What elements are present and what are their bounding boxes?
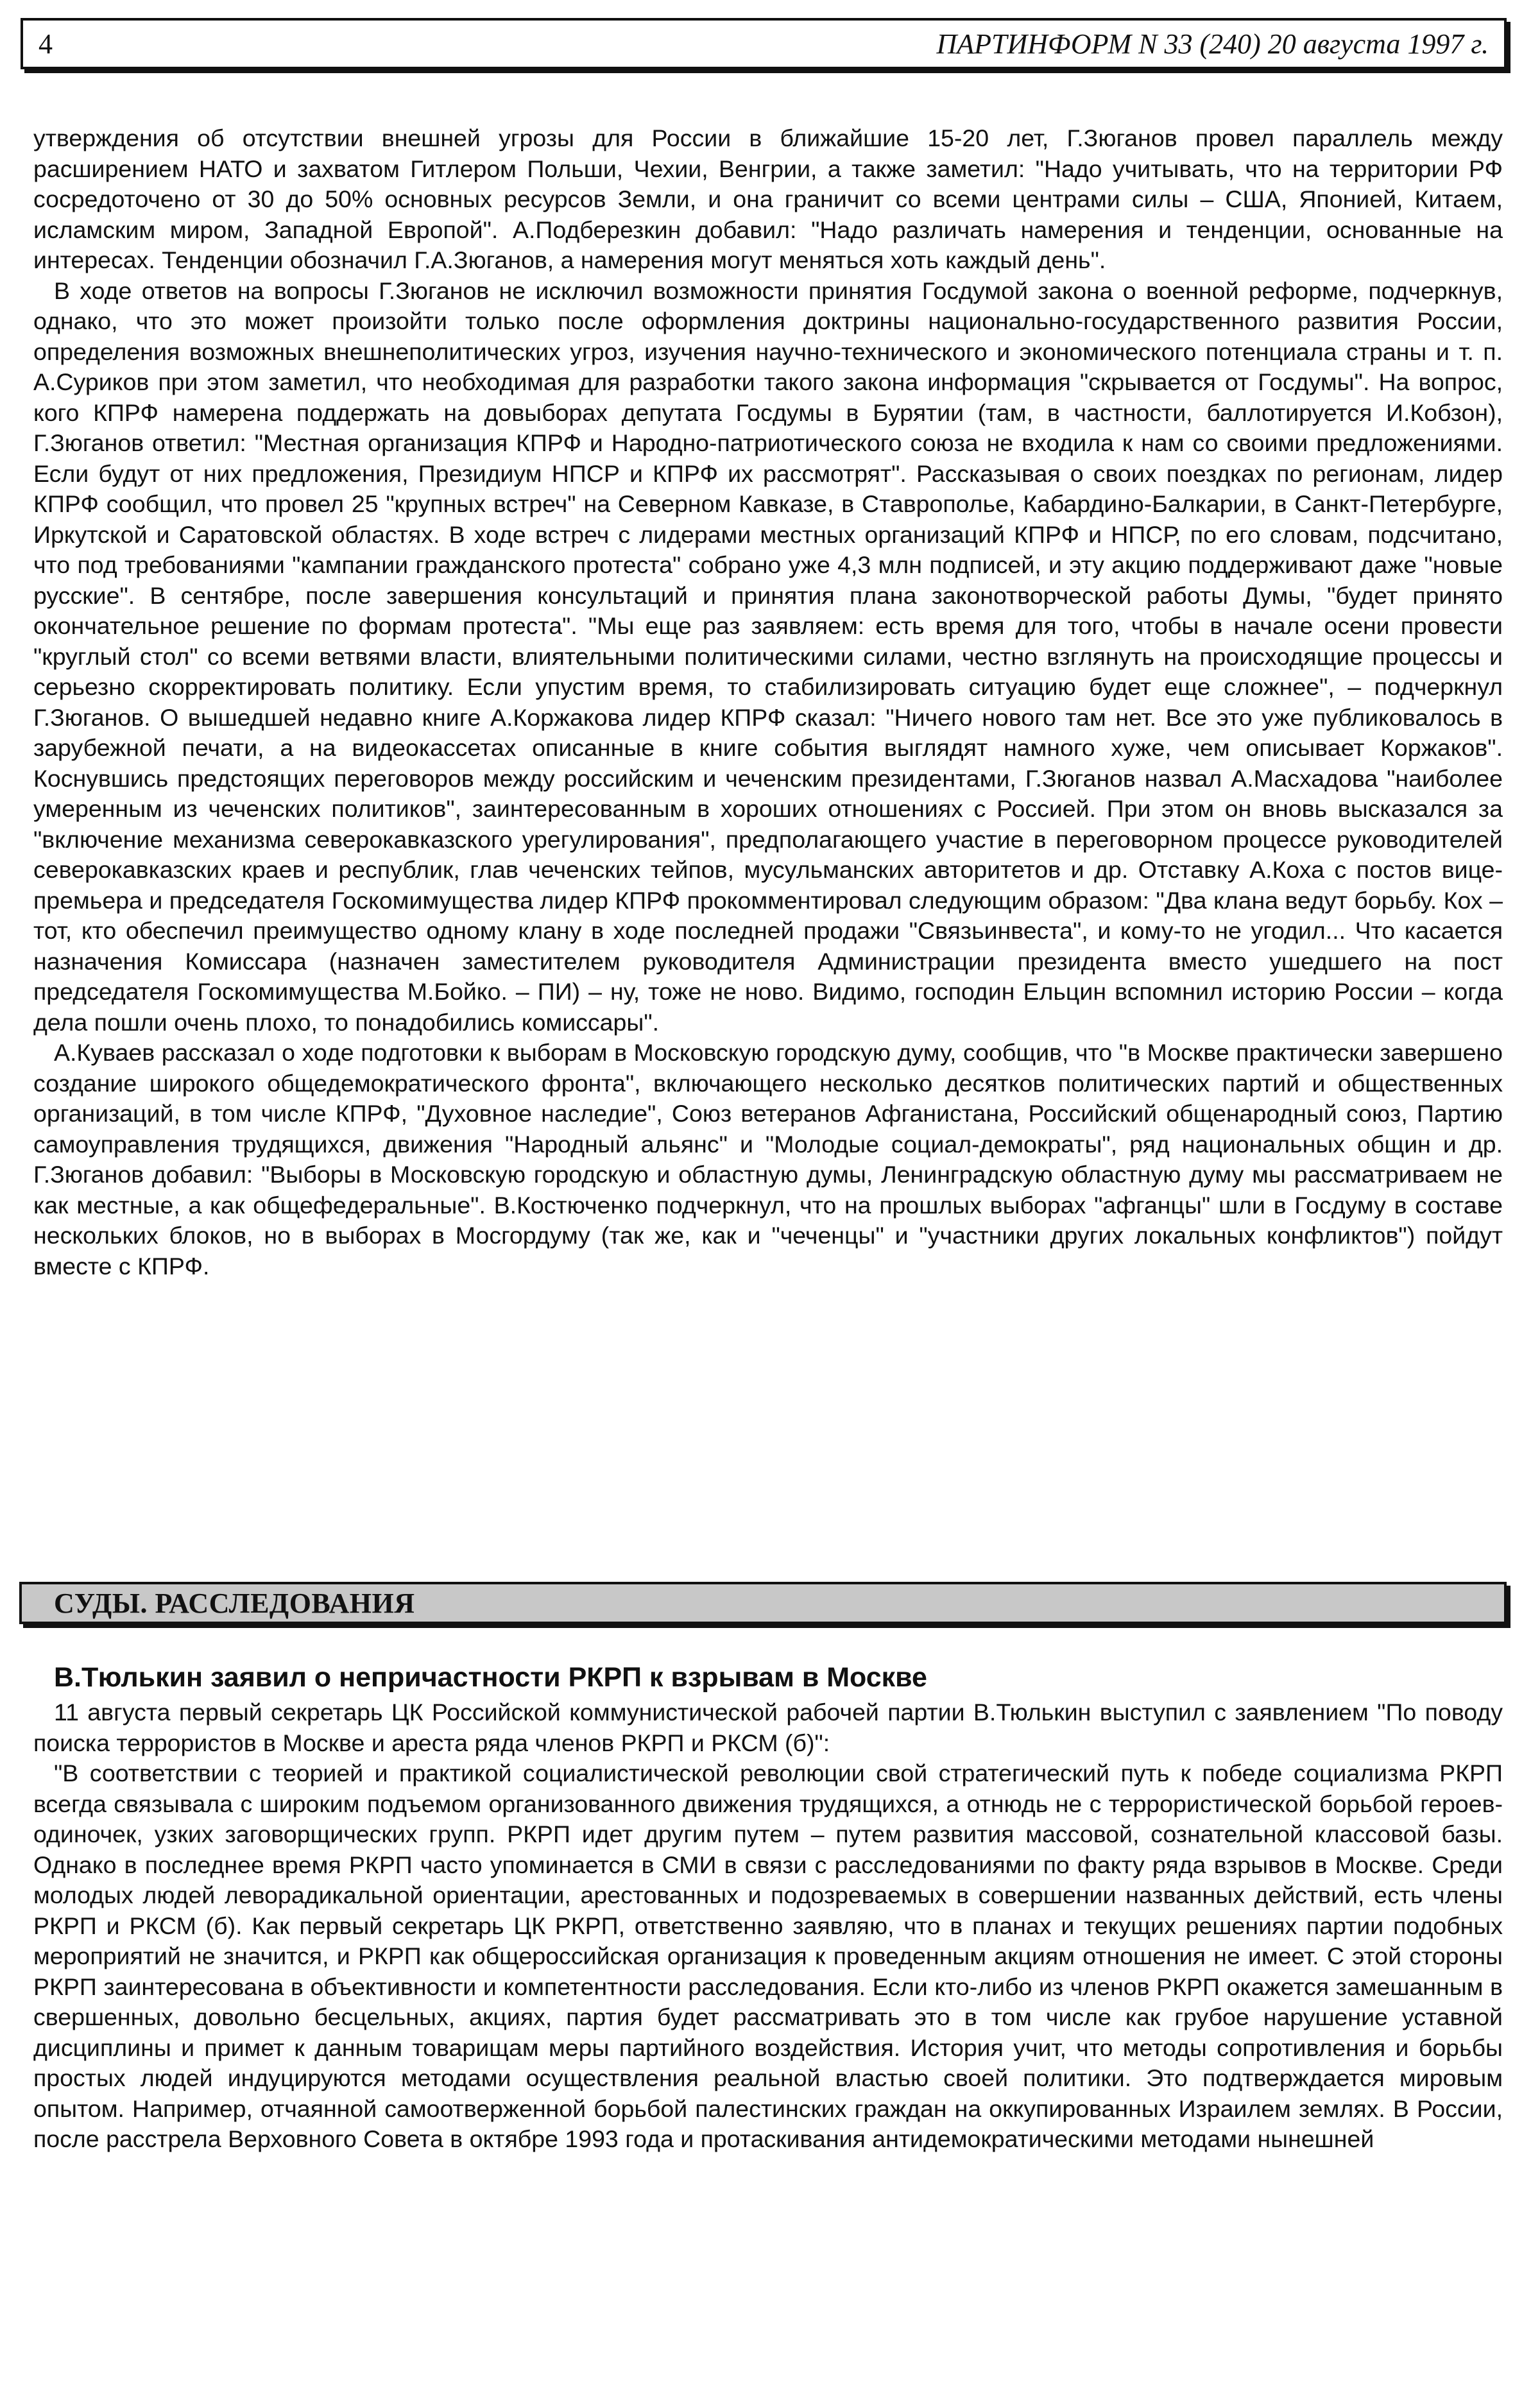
paragraph: "В соответствии с теорией и практикой социалистической революции свой стратегический путь к победе социализма РКРП всегда связывала с широким подъемом организованного движения трудящихся, а отнюдь не с террористической борьбой героев-одиночек, узких заговорщических групп. РКРП идет другим путем – путем развития массовой, сознательной классовой базы. Однако в последнее время РКРП часто упоминается в СМИ в связи с расследованиями по факту ряда взрывов в Москве. Среди молодых людей леворадикальной ориентации, арестованных и подозреваемых в совершении названных действий, есть члены РКРП и РКСМ (б). Как первый секретарь ЦК РКРП, ответственно заявляю, что в планах и текущих решениях партии подобных мероприятий не значится, и РКРП как общероссийская организация к проведенным акциям отношения не имеет. С этой стороны РКРП заинтересована в объективности и компетентности расследования. Если кто-либо из членов РКРП окажется замешанным в свершенных, довольно бесцельных, акциях, партия будет рассматривать это в том числе как грубое нарушение уставной дисциплины и примет к данным товарищам меры партийного воздействия. История учит, что методы сопротивления и борьбы простых людей индуцируются методами осуществления реальной властью своей политики. Это подтверждается мировым опытом. Например, отчаянной самоотверженной борьбой палестинских граждан на оккупированных Израилем землях. В России, после расстрела Верховного Совета в октябре 1993 года и протаскивания антидемократическими методами нынешней: [33, 1760, 1503, 2152]
section-title: СУДЫ. РАССЛЕДОВАНИЯ: [54, 1587, 415, 1619]
page-number: 4: [38, 28, 53, 60]
continuation-text: [33, 123, 1503, 1281]
paragraph: А.Куваев рассказал о ходе подготовки к выборам в Московскую городскую думу, сообщив, что "в Москве практически завершено создание широкого общедемократического фронта", включающего несколько десятков политических партий и общественных организаций, в том числе КПРФ, "Духовное наследие", Союз ветеранов Афганистана, Российский общенародный союз, Партию самоуправления трудящихся, движения "Народный альянс" и "Молодые социал-демократы", ряд национальных общин и др. Г.Зюганов добавил: "Выборы в Московскую городскую и областную думы, Ленинградскую областную думу мы рассматриваем не как местные, а как общефедеральные". В.Костюченко подчеркнул, что на прошлых выборах "афганцы" шли в Госдуму в составе нескольких блоков, но в выборах в Мосгордуму (так же, как и "чеченцы" и "участники других локальных конфликтов") пойдут вместе с КПРФ.: [33, 1039, 1503, 1280]
page-header: [21, 18, 1507, 69]
article-body: [33, 1697, 1503, 2155]
publication-title: ПАРТИНФОРМ N 33 (240) 20 августа 1997 г.: [936, 28, 1489, 60]
paragraph: 11 августа первый секретарь ЦК Российской коммунистической рабочей партии В.Тюлькин выступил с заявлением "По поводу поиска террористов в Москве и ареста ряда членов РКРП и РКСМ (б)":: [33, 1699, 1503, 1756]
article-heading: В.Тюлькин заявил о непричастности РКРП к взрывам в Москве: [54, 1662, 927, 1693]
paragraph: В ходе ответов на вопросы Г.Зюганов не исключил возможности принятия Госдумой закона о военной реформе, подчеркнув, однако, что это может произойти только после оформления доктрины национально-государственного развития России, определения возможных внешнеполитических угроз, изучения научно-технического и экономического потенциала страны и т. п. А.Суриков при этом заметил, что необходимая для разработки такого закона информация "скрывается от Госдумы". На вопрос, кого КПРФ намерена поддержать на довыборах депутата Госдумы в Бурятии (там, в частности, баллотируется И.Кобзон), Г.Зюганов ответил: "Местная организация КПРФ и Народно-патриотического союза не входила к нам со своими предложениями. Если будут от них предложения, Президиум НПСР и КПРФ их рассмотрят". Рассказывая о своих поездках по регионам, лидер КПРФ сообщил, что провел 25 "крупных встреч" на Северном Кавказе, в Ставрополье, Кабардино-Балкарии, в Санкт-Петербурге, Иркутской и Саратовской областях. В ходе встреч с лидерами местных организаций КПРФ и НПСР, по его словам, подсчитано, что под требованиями "кампании гражданского протеста" собрано уже 4,3 млн подписей, и эту акцию поддерживают даже "новые русские". В сентябре, после завершения консультаций и принятия плана законотворческой работы Думы, "будет принято окончательное решение по формам протеста". "Мы еще раз заявляем: есть время для того, чтобы в начале осени провести "круглый стол" со всеми ветвями власти, влиятельными политическими силами, честно взглянуть на происходящие процессы и серьезно скорректировать политику. Если упустим время, то стабилизировать ситуацию будет еще сложнее", – подчеркнул Г.Зюганов. О вышедшей недавно книге А.Коржакова лидер КПРФ сказал: "Ничего нового там нет. Все это уже публиковалось в зарубежной печати, а на видеокассетах описанные в книге события выглядят намного хуже, чем описывает Коржаков". Коснувшись предстоящих переговоров между российским и чеченским президентами, Г.Зюганов назвал А.Масхадова "наиболее умеренным из чеченских политиков", заинтересованным в хороших отношениях с Россией. При этом он вновь высказался за "включение механизма северокавказского урегулирования", предполагающего участие в переговорном процессе руководителей северокавказских краев и республик, глав чеченских тейпов, мусульманских авторитетов и др. Отставку А.Коха с постов вице-премьера и председателя Госкомимущества лидер КПРФ прокомментировал следующим образом: "Два клана ведут борьбу. Кох – тот, кто обеспечил преимущество одному клану в ходе последней продажи "Связьинвеста", и кому-то не угодил... Что касается назначения Комиссара (назначен заместителем руководителя Администрации президента вместо ушедшего на пост председателя Госкомимущества М.Бойко. – ПИ) – ну, тоже не ново. Видимо, господин Ельцин вспомнил историю России – когда дела пошли очень плохо, то понадобились комиссары".: [33, 277, 1503, 1036]
section-banner: [19, 1582, 1507, 1624]
paragraph: утверждения об отсутствии внешней угрозы для России в ближайшие 15-20 лет, Г.Зюганов провел параллель между расширением НАТО и захватом Гитлером Польши, Чехии, Венгрии, а также заметил: "Надо учитывать, что на территории РФ сосредоточено от 30 до 50% основных ресурсов Земли, и она граничит со всеми центрами силы – США, Японией, Китаем, исламским миром, Западной Европой". А.Подберезкин добавил: "Надо различать намерения и тенденции, основанные на интересах. Тенденции обозначил Г.А.Зюганов, а намерения могут меняться хоть каждый день".: [33, 124, 1503, 273]
